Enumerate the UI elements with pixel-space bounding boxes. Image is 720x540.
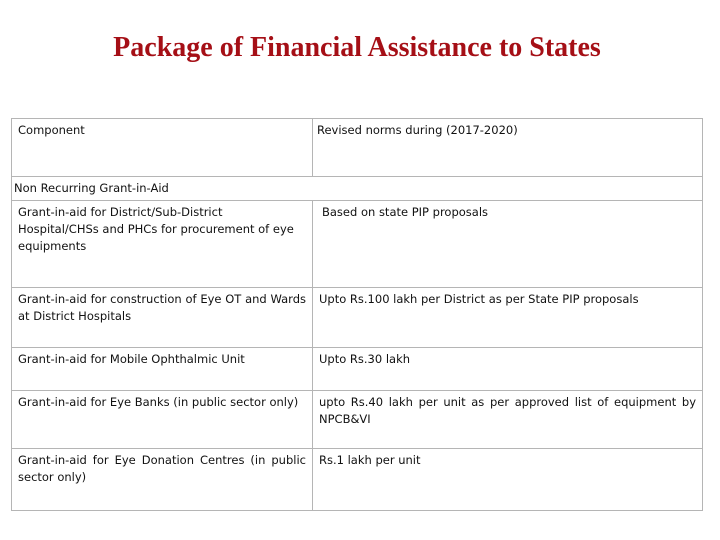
row-norm: Based on state PIP proposals [313,201,703,288]
row-norm: upto Rs.40 lakh per unit as per approved list of equipment by NPCB&VI [313,391,703,449]
row-norm: Upto Rs.30 lakh [313,348,703,391]
row-norm: Upto Rs.100 lakh per District as per State PIP proposals [313,288,703,348]
header-revised-norms: Revised norms during (2017-2020) [313,119,703,177]
table-row [12,391,703,449]
table-row [12,449,703,511]
row-component: Grant-in-aid for Mobile Ophthalmic Unit [12,348,313,391]
financial-assistance-table [11,118,703,511]
row-component: Grant-in-aid for Eye Donation Centres (in public sector only) [12,449,313,511]
row-component: Grant-in-aid for District/Sub-District Hospital/CHSs and PHCs for procurement of eye equipments [12,201,313,288]
table-header-row [12,119,703,177]
row-component: Grant-in-aid for construction of Eye OT and Wards at District Hospitals [12,288,313,348]
section-label: Non Recurring Grant-in-Aid [12,177,703,201]
row-norm: Rs.1 lakh per unit [313,449,703,511]
row-component: Grant-in-aid for Eye Banks (in public sector only) [12,391,313,449]
table-row [12,288,703,348]
section-row [12,177,703,201]
table-row [12,201,703,288]
table-row [12,348,703,391]
header-component: Component [12,119,313,177]
page-title: Package of Financial Assistance to States [113,32,601,63]
